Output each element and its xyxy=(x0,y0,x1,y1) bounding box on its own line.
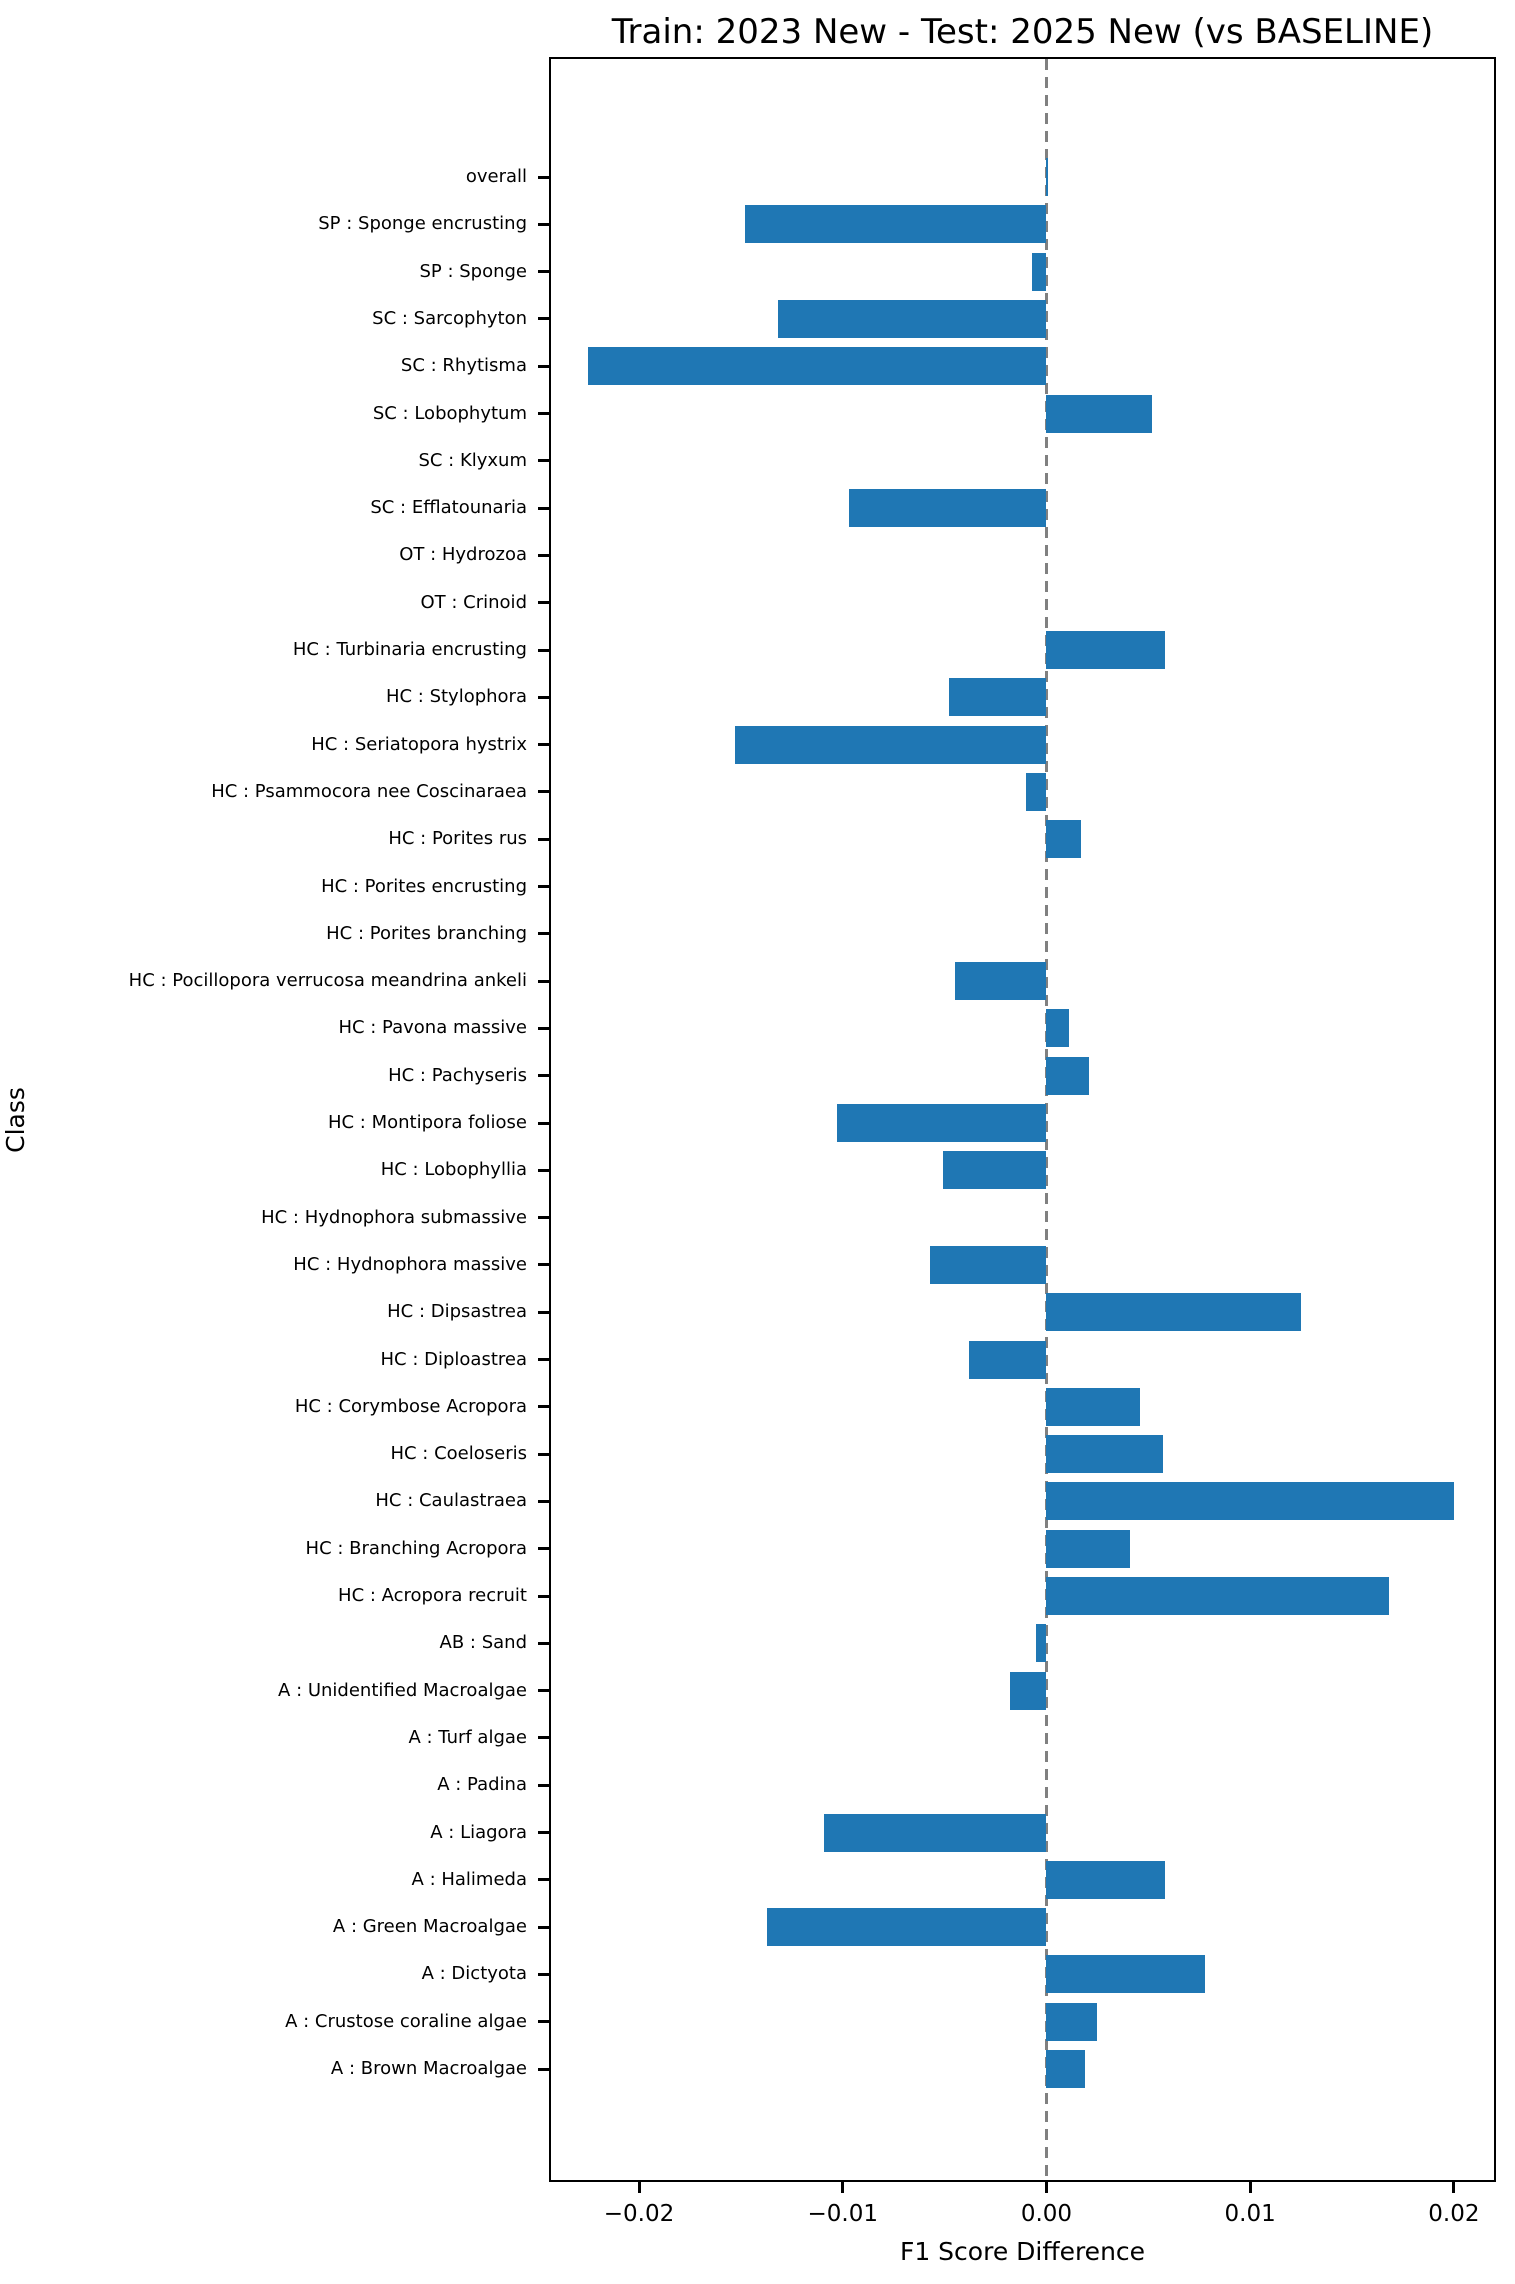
bar xyxy=(588,347,1046,385)
bar xyxy=(1046,2003,1097,2041)
y-tick-label: SC : Rhytisma xyxy=(400,355,527,377)
x-axis-label: F1 Score Difference xyxy=(899,2237,1146,2266)
y-tick-label: HC : Hydnophora massive xyxy=(293,1253,527,1275)
bar xyxy=(767,1908,1046,1946)
y-tick-mark xyxy=(538,1831,549,1834)
y-tick-label: SC : Lobophytum xyxy=(372,402,527,424)
y-tick-label: A : Halimeda xyxy=(411,1868,527,1890)
y-tick-mark xyxy=(538,1358,549,1361)
y-tick-label: HC : Coeloseris xyxy=(390,1443,527,1465)
y-tick-mark xyxy=(538,1122,549,1125)
y-tick-mark xyxy=(538,601,549,604)
x-tick-label: 0.01 xyxy=(1224,2201,1276,2227)
plot-area xyxy=(549,57,1496,2182)
y-tick-label: AB : Sand xyxy=(439,1632,527,1654)
y-tick-label: HC : Hydnophora submassive xyxy=(261,1206,527,1228)
x-tick-label: 0.00 xyxy=(1020,2201,1073,2227)
y-tick-mark xyxy=(538,932,549,935)
y-tick-label: HC : Porites rus xyxy=(388,828,527,850)
y-tick-mark xyxy=(538,1642,549,1645)
bar xyxy=(1046,1530,1130,1568)
chart-title: Train: 2023 New - Test: 2025 New (vs BASELINE) xyxy=(611,12,1434,52)
y-tick-label: SC : Sarcophyton xyxy=(372,307,527,329)
y-tick-label: A : Unidentified Macroalgae xyxy=(278,1679,527,1701)
y-tick-mark xyxy=(538,270,549,273)
y-tick-label: HC : Branching Acropora xyxy=(305,1537,527,1559)
y-tick-label: SP : Sponge xyxy=(419,260,527,282)
y-tick-label: OT : Hydrozoa xyxy=(399,544,527,566)
bar xyxy=(1046,2050,1085,2088)
y-tick-label: A : Brown Macroalgae xyxy=(330,2058,527,2079)
y-tick-mark xyxy=(538,459,549,462)
y-tick-mark xyxy=(538,1263,549,1266)
y-tick-label: HC : Lobophyllia xyxy=(380,1159,527,1181)
bar xyxy=(849,489,1047,527)
y-tick-mark xyxy=(538,1169,549,1172)
y-tick-label: A : Padina xyxy=(437,1774,527,1796)
x-tick-mark xyxy=(1249,2182,1252,2193)
bar xyxy=(1026,773,1046,811)
y-tick-mark xyxy=(538,507,549,510)
bar xyxy=(1046,1955,1205,1993)
bar xyxy=(1046,1009,1068,1047)
x-tick-label: −0.01 xyxy=(807,2201,878,2227)
y-tick-mark xyxy=(538,1595,549,1598)
bar xyxy=(930,1246,1046,1284)
bar xyxy=(1046,158,1048,196)
y-tick-label: HC : Corymbose Acropora xyxy=(294,1395,527,1417)
y-tick-label: overall xyxy=(465,166,527,187)
y-tick-mark xyxy=(538,223,549,226)
y-tick-mark xyxy=(538,1500,549,1503)
y-tick-mark xyxy=(538,838,549,841)
y-tick-mark xyxy=(538,696,549,699)
bar xyxy=(824,1814,1046,1852)
bar xyxy=(949,678,1047,716)
y-tick-mark xyxy=(538,1216,549,1219)
y-tick-mark xyxy=(538,1736,549,1739)
y-tick-mark xyxy=(538,1878,549,1881)
y-tick-label: A : Dictyota xyxy=(421,1963,527,1985)
y-tick-label: HC : Acropora recruit xyxy=(338,1585,527,1606)
y-tick-mark xyxy=(538,1311,549,1314)
bar xyxy=(1036,1624,1046,1662)
bar xyxy=(943,1151,1047,1189)
x-tick-label: −0.02 xyxy=(603,2201,675,2227)
y-tick-mark xyxy=(538,980,549,983)
y-tick-mark xyxy=(538,790,549,793)
y-tick-label: A : Crustose coraline algae xyxy=(285,2010,527,2032)
y-tick-mark xyxy=(538,176,549,179)
x-tick-label: 0.02 xyxy=(1428,2201,1480,2227)
bar xyxy=(745,205,1046,243)
y-tick-label: HC : Dipsastrea xyxy=(387,1301,527,1323)
y-tick-label: HC : Pocillopora verrucosa meandrina ankeli xyxy=(128,970,527,992)
y-tick-mark xyxy=(538,1547,549,1550)
x-tick-mark xyxy=(638,2182,641,2193)
y-tick-label: A : Turf algae xyxy=(408,1726,527,1748)
y-tick-label: SP : Sponge encrusting xyxy=(318,213,527,235)
bar xyxy=(1032,253,1046,291)
y-tick-label: HC : Seriatopora hystrix xyxy=(311,733,527,755)
bar xyxy=(1010,1672,1047,1710)
bar xyxy=(1046,1577,1388,1615)
y-tick-label: HC : Stylophora xyxy=(385,686,527,708)
bar xyxy=(969,1341,1046,1379)
y-tick-label: HC : Psammocora nee Coscinaraea xyxy=(211,780,527,802)
y-tick-mark xyxy=(538,365,549,368)
y-tick-label: OT : Crinoid xyxy=(420,591,527,613)
bar xyxy=(1046,1435,1162,1473)
y-tick-label: HC : Pavona massive xyxy=(338,1017,527,1039)
y-tick-mark xyxy=(538,649,549,652)
y-tick-mark xyxy=(538,1973,549,1976)
y-tick-label: HC : Turbinaria encrusting xyxy=(292,639,527,660)
y-tick-label: HC : Montipora foliose xyxy=(327,1112,527,1133)
y-tick-mark xyxy=(538,1405,549,1408)
bar xyxy=(1046,1057,1089,1095)
y-tick-mark xyxy=(538,1689,549,1692)
y-tick-mark xyxy=(538,317,549,320)
bar xyxy=(837,1104,1047,1142)
x-tick-mark xyxy=(1452,2182,1455,2193)
y-tick-label: HC : Porites encrusting xyxy=(321,875,527,897)
bar xyxy=(1046,395,1152,433)
bar xyxy=(1046,820,1081,858)
y-tick-mark xyxy=(538,1074,549,1077)
y-tick-mark xyxy=(538,1027,549,1030)
y-tick-mark xyxy=(538,1784,549,1787)
y-tick-label: HC : Pachyseris xyxy=(388,1064,527,1086)
y-tick-label: A : Liagora xyxy=(430,1821,527,1843)
bar xyxy=(955,962,1047,1000)
bar xyxy=(1046,1293,1301,1331)
y-axis-label: Class xyxy=(1,1087,30,1153)
y-tick-label: HC : Caulastraea xyxy=(375,1490,527,1512)
y-tick-mark xyxy=(538,743,549,746)
y-tick-mark xyxy=(538,2020,549,2023)
y-tick-mark xyxy=(538,1453,549,1456)
x-tick-mark xyxy=(1045,2182,1048,2193)
bar xyxy=(1046,1482,1453,1520)
y-tick-mark xyxy=(538,1926,549,1929)
y-tick-mark xyxy=(538,412,549,415)
bar xyxy=(735,726,1047,764)
y-tick-mark xyxy=(538,885,549,888)
y-tick-mark xyxy=(538,554,549,557)
bar xyxy=(1046,1388,1140,1426)
bar xyxy=(1046,1861,1164,1899)
x-tick-mark xyxy=(841,2182,844,2193)
y-tick-label: HC : Porites branching xyxy=(326,922,527,944)
y-tick-label: SC : Klyxum xyxy=(418,449,527,471)
y-tick-label: A : Green Macroalgae xyxy=(332,1916,527,1938)
bar xyxy=(778,300,1047,338)
y-tick-label: HC : Diploastrea xyxy=(380,1348,527,1370)
y-tick-label: SC : Efflatounaria xyxy=(370,497,527,519)
y-tick-mark xyxy=(538,2068,549,2071)
bar xyxy=(1046,631,1164,669)
